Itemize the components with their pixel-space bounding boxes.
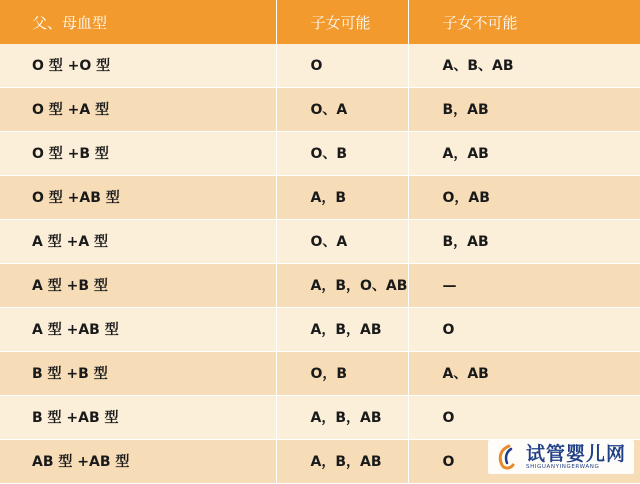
cell-impossible: O bbox=[408, 396, 640, 440]
site-watermark bbox=[488, 440, 634, 474]
cell-impossible: O bbox=[408, 308, 640, 352]
cell-possible: O、B bbox=[276, 132, 408, 176]
cell-possible: O，B bbox=[276, 352, 408, 396]
cell-parents: A 型 +B 型 bbox=[0, 264, 276, 308]
cell-impossible: A、AB bbox=[408, 352, 640, 396]
cell-impossible: B，AB bbox=[408, 220, 640, 264]
cell-parents: O 型 +AB 型 bbox=[0, 176, 276, 220]
cell-impossible: O bbox=[408, 440, 640, 484]
cell-parents: B 型 +AB 型 bbox=[0, 396, 276, 440]
header-parents: 父、母血型 bbox=[0, 0, 276, 44]
table-row bbox=[0, 88, 640, 132]
cell-impossible: O，AB bbox=[408, 176, 640, 220]
table-row bbox=[0, 396, 640, 440]
cell-parents: A 型 +A 型 bbox=[0, 220, 276, 264]
cell-possible: A，B，AB bbox=[276, 396, 408, 440]
table-row bbox=[0, 264, 640, 308]
cell-parents: O 型 +A 型 bbox=[0, 88, 276, 132]
cell-possible: A，B bbox=[276, 176, 408, 220]
cell-parents: O 型 +B 型 bbox=[0, 132, 276, 176]
cell-impossible: B，AB bbox=[408, 88, 640, 132]
header-possible: 子女可能 bbox=[276, 0, 408, 44]
watermark-name: 试管婴儿网 bbox=[525, 442, 626, 465]
table-row bbox=[0, 44, 640, 88]
cell-parents: B 型 +B 型 bbox=[0, 352, 276, 396]
header-row bbox=[0, 0, 640, 44]
table-row bbox=[0, 132, 640, 176]
header-impossible: 子女不可能 bbox=[408, 0, 640, 44]
table-row bbox=[0, 352, 640, 396]
table-row bbox=[0, 220, 640, 264]
site-logo-icon bbox=[492, 443, 520, 471]
cell-parents: O 型 +O 型 bbox=[0, 44, 276, 88]
cell-impossible: — bbox=[408, 264, 640, 308]
cell-impossible: A、B、AB bbox=[408, 44, 640, 88]
cell-parents: A 型 +AB 型 bbox=[0, 308, 276, 352]
cell-possible: O、A bbox=[276, 88, 408, 132]
cell-possible: A，B，AB bbox=[276, 440, 408, 484]
table-row bbox=[0, 176, 640, 220]
watermark-sub: SHIGUANYINGERWANG bbox=[525, 463, 600, 470]
cell-impossible: A，AB bbox=[408, 132, 640, 176]
cell-possible: A，B，O、AB bbox=[276, 264, 408, 308]
cell-possible: O bbox=[276, 44, 408, 88]
cell-possible: A，B，AB bbox=[276, 308, 408, 352]
table-row bbox=[0, 308, 640, 352]
cell-possible: O、A bbox=[276, 220, 408, 264]
cell-parents: AB 型 +AB 型 bbox=[0, 440, 276, 484]
